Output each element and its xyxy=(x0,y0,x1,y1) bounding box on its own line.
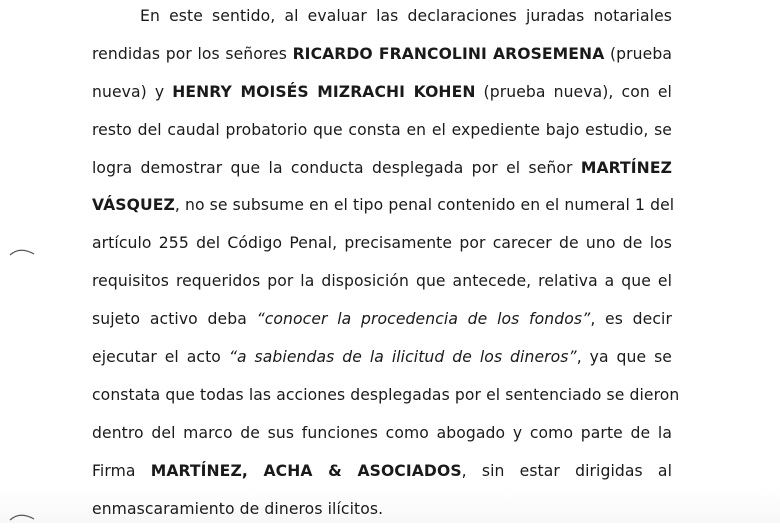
hole-punch-arc-icon xyxy=(8,509,36,523)
text-line xyxy=(92,2,672,40)
text-run: rendidas por los señores xyxy=(92,44,293,63)
text-run: (prueba nueva), con el xyxy=(475,82,672,101)
text-run: enmascaramiento de dineros ilícitos. xyxy=(92,499,384,518)
text-line xyxy=(92,154,672,192)
text-run: constata que todas las acciones desplegadas por el sentenciado se dieron xyxy=(92,385,680,404)
text-line xyxy=(92,305,672,343)
bold-name: VÁSQUEZ xyxy=(92,196,175,215)
text-line xyxy=(92,116,672,154)
text-run: dentro del marco de sus funciones como abogado y como parte de la xyxy=(92,423,672,442)
text-run: Firma xyxy=(92,461,151,480)
bold-name: MARTÍNEZ xyxy=(580,158,672,177)
text-line xyxy=(92,419,672,457)
italic-quote: “a sabiendas de la ilicitud de los dineros” xyxy=(228,348,577,367)
text-run: nueva) y xyxy=(92,82,173,101)
text-run: artículo 255 del Código Penal, precisamente por carecer de uno de los xyxy=(92,234,672,253)
text-line xyxy=(92,343,672,381)
text-run: resto del caudal probatorio que consta en el expediente bajo estudio, se xyxy=(92,120,672,139)
paragraph xyxy=(92,2,680,532)
bold-name: MARTÍNEZ, ACHA & ASOCIADOS xyxy=(150,461,462,480)
text-run: , ya que se xyxy=(576,348,672,367)
text-run: logra demostrar que la conducta desplegada por el señor xyxy=(92,158,581,177)
text-run: En este sentido, al evaluar las declaraciones juradas notariales xyxy=(140,7,672,25)
bold-name: RICARDO FRANCOLINI AROSEMENA xyxy=(292,44,605,63)
text-run: sujeto activo deba xyxy=(92,310,257,329)
text-line xyxy=(92,229,672,267)
text-line xyxy=(92,78,672,116)
italic-quote: “conocer la procedencia de los fondos” xyxy=(256,310,591,329)
text-run: , es decir xyxy=(590,310,672,329)
bold-name: HENRY MOISÉS MIZRACHI KOHEN xyxy=(172,82,476,101)
text-run: requisitos requeridos por la disposición que antecede, relativa a que el xyxy=(92,272,672,291)
text-run: ejecutar el acto xyxy=(92,348,229,367)
text-line xyxy=(92,457,672,495)
text-line xyxy=(92,191,675,229)
text-line xyxy=(92,40,672,78)
text-line xyxy=(92,381,680,419)
hole-punch-arc-icon xyxy=(8,244,36,258)
text-run: , no se subsume en el tipo penal contenido en el numeral 1 del xyxy=(174,196,675,215)
text-run: , sin estar dirigidas al xyxy=(461,461,673,480)
text-line xyxy=(92,267,672,305)
text-line xyxy=(92,495,672,532)
text-run: (prueba xyxy=(604,44,672,63)
